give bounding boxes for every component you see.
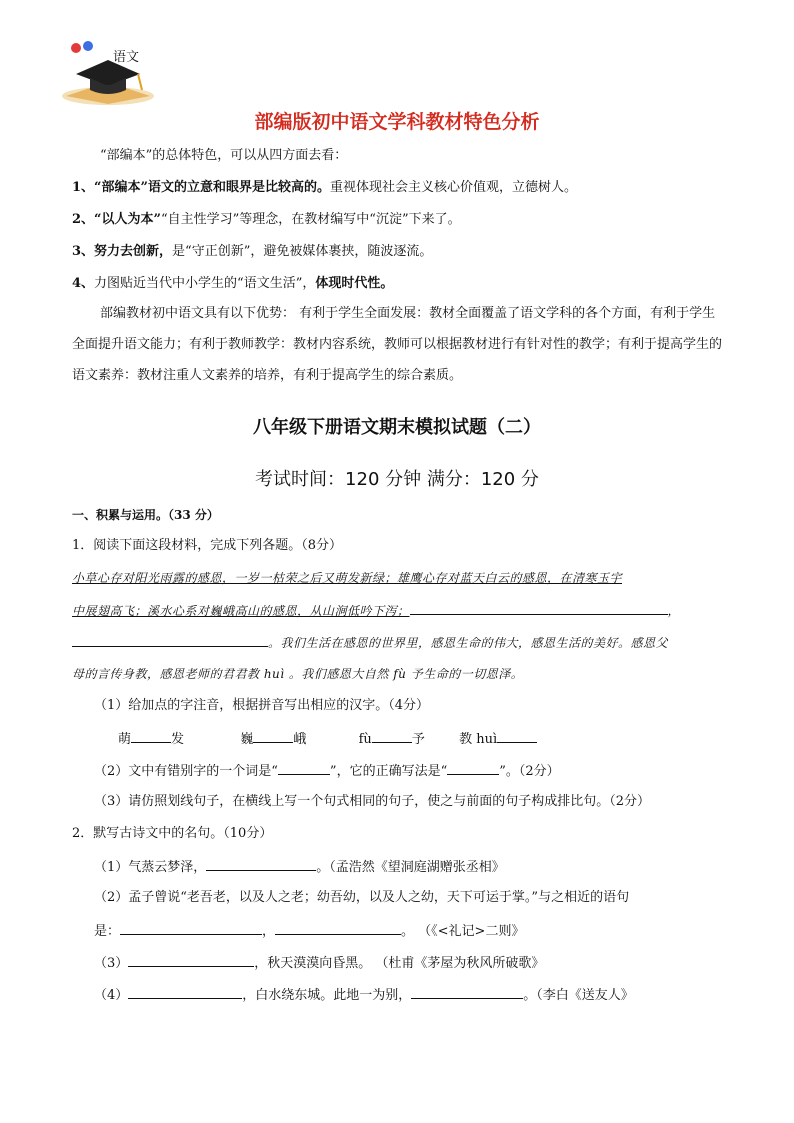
word-yu: 予 bbox=[411, 732, 425, 747]
feature-2-lead: 2、“以人为本” bbox=[72, 212, 162, 227]
word-e: 峨 bbox=[293, 732, 307, 747]
word-fu: fù bbox=[358, 732, 372, 747]
q2-line-1 bbox=[94, 856, 505, 878]
q2-line-3 bbox=[94, 952, 544, 974]
q1-stem: 1．阅读下面这段材料，完成下列各题。（8分） bbox=[72, 538, 343, 553]
feature-4-rest: 力图贴近当代中小学生的“语文生活”， bbox=[94, 276, 316, 291]
word-meng: 萌 bbox=[118, 732, 132, 747]
q2-l1-a: （1）气蒸云梦泽， bbox=[94, 860, 207, 875]
advantages-paragraph: 部编教材初中语文具有以下优势： 有利于学生全面发展：教材全面覆盖了语文学科的各个方面，有利于学生全面提升语文能力；有利于教师教学：教材内容系统，教师可以根据教材进行有针对性的教学；有利于提高学生的语文素养：教材注重人文素养的培养，有利于提高学生的综合素质。 bbox=[72, 306, 723, 383]
q1-sub2-b: ”，它的正确写法是“ bbox=[329, 764, 448, 779]
answer-blank[interactable] bbox=[120, 920, 262, 935]
answer-blank[interactable] bbox=[128, 984, 242, 999]
q1-sub1: （1）给加点的字注音，根据拼音写出相应的汉字。（4分） bbox=[94, 698, 430, 713]
answer-blank[interactable] bbox=[72, 632, 268, 647]
q1-sub3: （3）请仿照划线句子，在横线上写一个句式相同的句子，使之与前面的句子构成排比句。（2分） bbox=[94, 794, 651, 809]
feature-1-lead: 1、“部编本”语文的立意和眼界是比较高的。 bbox=[72, 180, 331, 195]
q2-l4-a: （4） bbox=[94, 988, 129, 1003]
answer-blank[interactable] bbox=[131, 728, 171, 743]
q1-passage-2-text: 中展翅高飞；溪水心系对巍峨高山的感恩，从山涧低吟下泻； bbox=[72, 604, 410, 618]
feature-1-rest: 重视体现社会主义核心价值观，立德树人。 bbox=[330, 180, 578, 195]
q1-word-row bbox=[118, 728, 537, 750]
word-wei: 巍 bbox=[240, 732, 254, 747]
feature-3 bbox=[72, 242, 432, 262]
q2-l2-c: 。 （《<礼记>二则》 bbox=[401, 924, 525, 939]
q2-line-2b bbox=[94, 920, 524, 942]
feature-4 bbox=[72, 274, 393, 294]
section-1-heading: 一、积累与运用。（33 分） bbox=[72, 508, 219, 522]
logo-graduation-cap bbox=[58, 38, 163, 108]
q2-l2-a: 是： bbox=[94, 924, 121, 939]
answer-blank[interactable] bbox=[411, 984, 523, 999]
q1-sub2-c: ”。（2分） bbox=[499, 764, 560, 779]
feature-3-lead: 3、努力去创新， bbox=[72, 244, 173, 259]
feature-2 bbox=[72, 210, 461, 230]
q1-passage-2-end: ， bbox=[667, 604, 681, 618]
q1-passage-3-text: 。我们生活在感恩的世界里，感恩生命的伟大，感恩生活的美好。感恩父 bbox=[268, 636, 669, 650]
q1-passage-line-1: 小草心存对阳光雨露的感恩，一岁一枯荣之后又萌发新绿；雄鹰心存对蓝天白云的感恩，在清寒玉宇 bbox=[72, 571, 623, 585]
page-title: 部编版初中语文学科教材特色分析 bbox=[254, 111, 540, 133]
q2-l3-b: ，秋天漠漠向昏黑。 （杜甫《茅屋为秋风所破歌》 bbox=[254, 956, 545, 971]
answer-blank[interactable] bbox=[275, 920, 401, 935]
q2-l1-b: 。（孟浩然《望洞庭湖赠张丞相》 bbox=[316, 860, 505, 875]
q1-sub2 bbox=[94, 760, 560, 782]
q2-line-4 bbox=[94, 984, 634, 1006]
q2-l4-b: ，白水绕东城。此地一为别， bbox=[242, 988, 412, 1003]
answer-blank[interactable] bbox=[372, 728, 412, 743]
q2-l2-b: ， bbox=[262, 924, 276, 939]
q1-passage-line-2 bbox=[72, 600, 680, 621]
answer-blank[interactable] bbox=[253, 728, 293, 743]
exam-title: 八年级下册语文期末模拟试题（二） bbox=[253, 417, 541, 438]
q2-l3-a: （3） bbox=[94, 956, 129, 971]
q2-stem: 2．默写古诗文中的名句。（10分） bbox=[72, 826, 273, 841]
feature-1 bbox=[72, 178, 577, 198]
q2-l4-c: 。（李白《送友人》 bbox=[523, 988, 634, 1003]
q1-passage-line-4: 母的言传身教，感恩老师的君君教 huì 。我们感恩大自然 fù 予生命的一切恩泽。 bbox=[72, 667, 524, 681]
word-fa: 发 bbox=[171, 732, 185, 747]
feature-3-rest: 是“守正创新”，避免被媒体裹挟，随波逐流。 bbox=[172, 244, 433, 259]
answer-blank[interactable] bbox=[278, 760, 330, 775]
word-jiaohui: 教 huì bbox=[459, 732, 498, 747]
intro-text: “部编本”的总体特色，可以从四方面去看： bbox=[100, 148, 348, 163]
q2-line-2a: （2）孟子曾说“老吾老，以及人之老；幼吾幼，以及人之幼，天下可运于掌。”与之相近的语句 bbox=[94, 890, 630, 905]
logo-text: 语文 bbox=[113, 50, 140, 65]
answer-blank[interactable] bbox=[497, 728, 537, 743]
exam-info: 考试时间：120 分钟 满分：120 分 bbox=[255, 469, 539, 490]
feature-4-lead: 4、 bbox=[72, 276, 95, 291]
feature-4-tail: 体现时代性。 bbox=[315, 276, 394, 291]
answer-blank[interactable] bbox=[410, 600, 668, 615]
answer-blank[interactable] bbox=[206, 856, 316, 871]
q1-passage-line-3 bbox=[72, 632, 668, 653]
answer-blank[interactable] bbox=[447, 760, 499, 775]
feature-2-rest: “自主性学习”等理念，在教材编写中“沉淀”下来了。 bbox=[161, 212, 461, 227]
q1-sub2-a: （2）文中有错别字的一个词是“ bbox=[94, 764, 278, 779]
answer-blank[interactable] bbox=[128, 952, 254, 967]
